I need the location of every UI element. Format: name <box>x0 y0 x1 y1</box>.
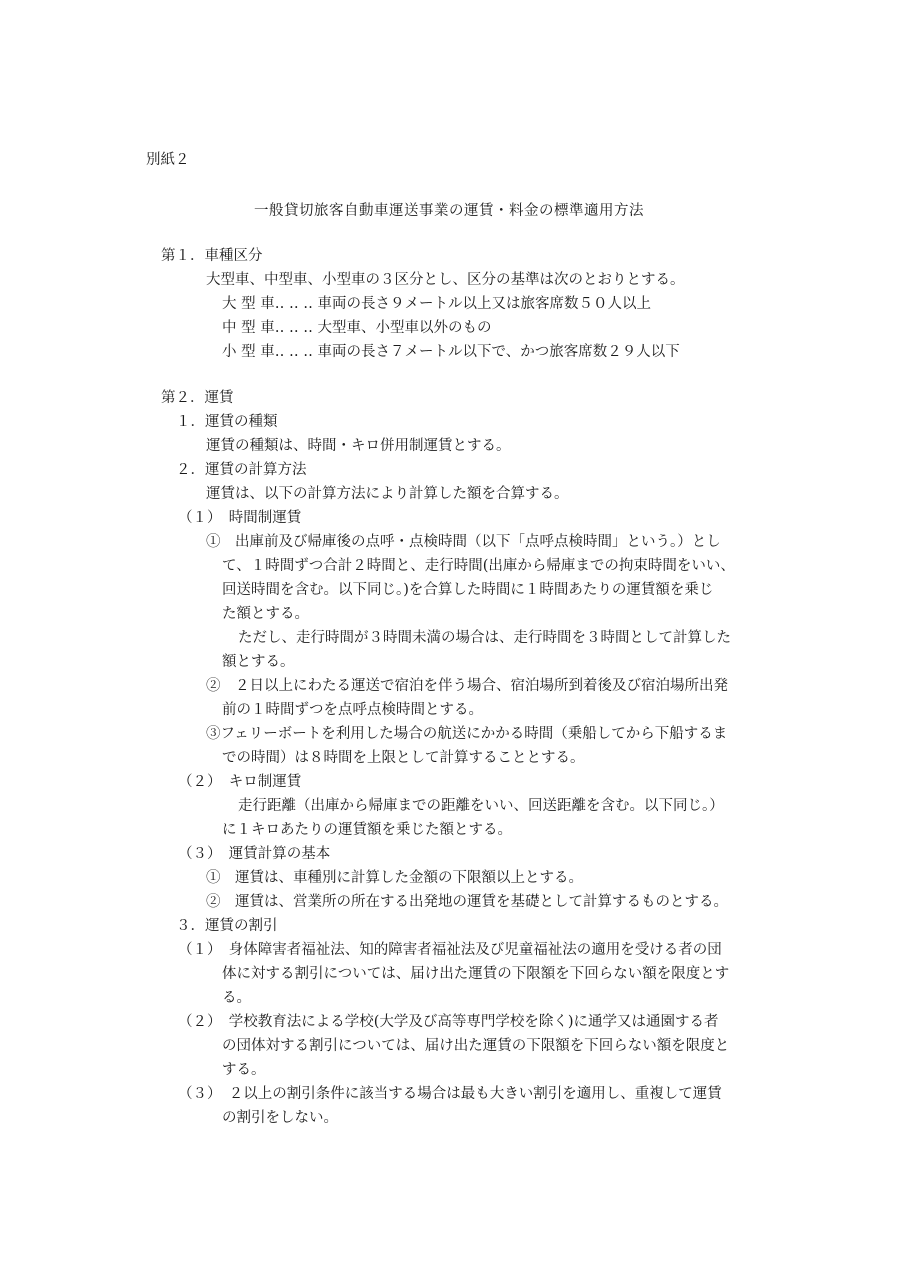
time-fare-item-1-line-5: ただし、走行時間が３時間未満の場合は、走行時間を３時間として計算した <box>238 630 731 646</box>
discount-2-line-3: する。 <box>222 1062 266 1078</box>
discount-3-line-1: （３） ２以上の割引条件に該当する場合は最も大きい割引を適用し、重複して運賃 <box>178 1086 722 1102</box>
discount-3-line-2: の割引をしない。 <box>222 1110 338 1126</box>
subsection-calc-text: 運賃は、以下の計算方法により計算した額を合算する。 <box>206 486 569 502</box>
discount-1-line-3: る。 <box>222 990 251 1006</box>
fare-basics-heading: （３） 運賃計算の基本 <box>178 846 331 862</box>
section-2-heading: 第２．運賃 <box>161 390 234 406</box>
vehicle-medium: 中 型 車‥ ‥ ‥ 大型車、小型車以外のもの <box>222 320 492 336</box>
subsection-fare-types-heading: １．運賃の種類 <box>176 414 278 430</box>
time-fare-heading: （１） 時間制運賃 <box>178 510 302 526</box>
section-1-heading: 第１．車種区分 <box>161 248 263 264</box>
time-fare-item-2-line-2: 前の１時間ずつを点呼点検時間とする。 <box>222 702 483 718</box>
discount-heading: ３．運賃の割引 <box>176 918 278 934</box>
km-fare-heading: （２） キロ制運賃 <box>178 774 302 790</box>
section-1-intro: 大型車、中型車、小型車の３区分とし、区分の基準は次のとおりとする。 <box>206 272 685 288</box>
discount-2-line-1: （２） 学校教育法による学校(大学及び高等専門学校を除く)に通学又は通園する者 <box>178 1014 719 1030</box>
km-fare-line-1: 走行距離（出庫から帰庫までの距離をいい、回送距離を含む。以下同じ。） <box>238 798 724 814</box>
discount-1-line-1: （１） 身体障害者福祉法、知的障害者福祉法及び児童福祉法の適用を受ける者の団 <box>178 942 722 958</box>
time-fare-item-3-line-2: での時間）は８時間を上限として計算することとする。 <box>222 750 585 766</box>
discount-1-line-2: 体に対する割引については、届け出た運賃の下限額を下回らない額を限度とす <box>222 966 730 982</box>
time-fare-item-1-line-6: 額とする。 <box>222 654 295 670</box>
time-fare-item-3-line-1: ③フェリーボートを利用した場合の航送にかかる時間（乗船してから下船するま <box>206 726 728 742</box>
page-title: 一般貸切旅客自動車運送事業の運賃・料金の標準適用方法 <box>254 203 644 219</box>
vehicle-large: 大 型 車‥ ‥ ‥ 車両の長さ９メートル以上又は旅客席数５０人以上 <box>222 296 652 312</box>
fare-basics-item-2: ② 運賃は、営業所の所在する出発地の運賃を基礎として計算するものとする。 <box>206 894 728 910</box>
time-fare-item-1-line-3: 回送時間を含む。以下同じ。)を合算した時間に１時間あたりの運賃額を乗じ <box>222 582 714 598</box>
discount-2-line-2: の団体対する割引については、届け出た運賃の下限額を下回らない額を限度と <box>222 1038 730 1054</box>
attachment-label: 別紙２ <box>146 152 190 168</box>
time-fare-item-1-line-1: ① 出庫前及び帰庫後の点呼・点検時間（以下「点呼点検時間」という。）とし <box>206 534 721 550</box>
subsection-calc-heading: ２．運賃の計算方法 <box>176 462 307 478</box>
km-fare-line-2: に１キロあたりの運賃額を乗じた額とする。 <box>222 822 512 838</box>
subsection-fare-types-text: 運賃の種類は、時間・キロ併用制運賃とする。 <box>206 438 511 454</box>
vehicle-small: 小 型 車‥ ‥ ‥ 車両の長さ７メートル以下で、かつ旅客席数２９人以下 <box>222 344 680 360</box>
time-fare-item-2-line-1: ② ２日以上にわたる運送で宿泊を伴う場合、宿泊場所到着後及び宿泊場所出発 <box>206 678 728 694</box>
fare-basics-item-1: ① 運賃は、車種別に計算した金額の下限額以上とする。 <box>206 870 583 886</box>
time-fare-item-1-line-4: た額とする。 <box>222 606 309 622</box>
time-fare-item-1-line-2: て、１時間ずつ合計２時間と、走行時間(出庫から帰庫までの拘束時間をいい、 <box>222 558 735 574</box>
